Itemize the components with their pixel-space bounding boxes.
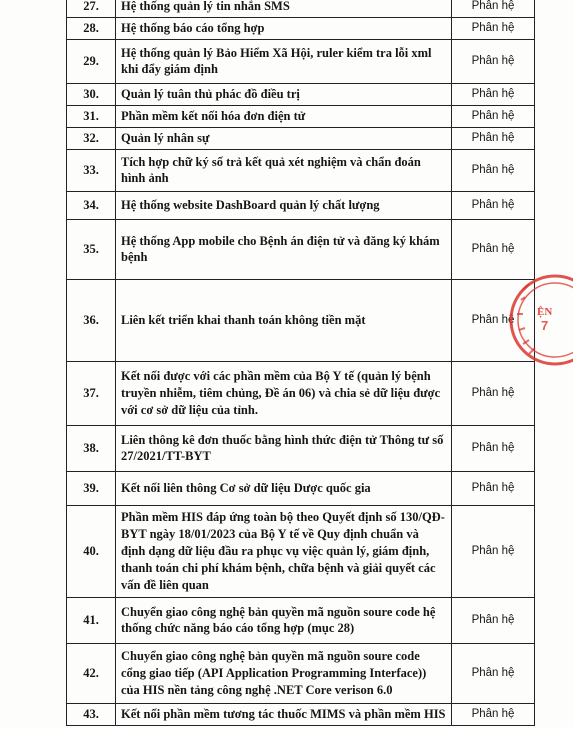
row-number: 41. <box>67 597 116 643</box>
table-row <box>67 17 535 39</box>
row-content: Phần mềm kết nối hóa đơn điện tử <box>116 105 452 127</box>
row-number: 37. <box>67 361 116 425</box>
row-content: Liên kết triển khai thanh toán không tiền mặt <box>116 279 452 361</box>
table-row <box>67 219 535 279</box>
row-content: Liên thông kê đơn thuốc bằng hình thức điện tử Thông tư số 27/2021/TT-BYT <box>116 425 452 471</box>
row-number: 40. <box>67 505 116 597</box>
row-number: 36. <box>67 279 116 361</box>
row-content: Hệ thống quản lý tin nhắn SMS <box>116 0 452 17</box>
table-row <box>67 149 535 191</box>
row-content: Hệ thống website DashBoard quản lý chất lượng <box>116 191 452 219</box>
software-module-table <box>66 0 535 726</box>
stamp-text: ỆN <box>537 306 553 318</box>
row-content: Quản lý tuân thủ phác đồ điều trị <box>116 83 452 105</box>
row-type: Phân hệ <box>452 279 535 361</box>
row-content: Kết nối phần mềm tương tác thuốc MIMS và phần mềm HIS <box>116 703 452 725</box>
row-number: 43. <box>67 703 116 725</box>
row-number: 35. <box>67 219 116 279</box>
table-row <box>67 597 535 643</box>
row-number: 27. <box>67 0 116 17</box>
table-row <box>67 127 535 149</box>
row-content: Hệ thống báo cáo tổng hợp <box>116 17 452 39</box>
row-number: 38. <box>67 425 116 471</box>
table-row <box>67 471 535 505</box>
table-row <box>67 425 535 471</box>
row-number: 31. <box>67 105 116 127</box>
row-content: Phần mềm HIS đáp ứng toàn bộ theo Quyết định số 130/QĐ-BYT ngày 18/01/2023 của Bộ Y tế về Quy định chuẩn và định dạng dữ liệu đầu ra phục vụ việc quản lý, giám định, thanh toán chi phí khám bệnh, chữa bệnh và giải quyết các vấn đề liên quan <box>116 505 452 597</box>
table-row <box>67 643 535 703</box>
table-row <box>67 279 535 361</box>
row-content: Chuyển giao công nghệ bản quyền mã nguồn soure code hệ thống chức năng báo cáo tổng hợp (mục 28) <box>116 597 452 643</box>
table-row <box>67 361 535 425</box>
table-body <box>67 0 535 725</box>
row-content: Tích hợp chữ ký số trả kết quả xét nghiệm và chẩn đoán hình ảnh <box>116 149 452 191</box>
row-type: Phân hệ <box>452 39 535 83</box>
row-type: Phân hệ <box>452 191 535 219</box>
table-row <box>67 505 535 597</box>
row-number: 30. <box>67 83 116 105</box>
row-type: Phân hệ <box>452 127 535 149</box>
svg-text:7: 7 <box>541 318 549 333</box>
table-row <box>67 0 535 17</box>
row-type: Phân hệ <box>452 505 535 597</box>
row-type: Phân hệ <box>452 361 535 425</box>
row-type: Phân hệ <box>452 105 535 127</box>
row-number: 34. <box>67 191 116 219</box>
table-row <box>67 83 535 105</box>
row-type: Phân hệ <box>452 471 535 505</box>
table-row <box>67 39 535 83</box>
row-type: Phân hệ <box>452 149 535 191</box>
row-number: 28. <box>67 17 116 39</box>
red-seal-stamp <box>503 270 573 370</box>
table-row <box>67 105 535 127</box>
row-type: Phân hệ <box>452 425 535 471</box>
row-content: Hệ thống App mobile cho Bệnh án điện tử và đăng ký khám bệnh <box>116 219 452 279</box>
row-type: Phân hệ <box>452 703 535 725</box>
row-number: 32. <box>67 127 116 149</box>
row-number: 33. <box>67 149 116 191</box>
table-row <box>67 703 535 725</box>
row-type: Phân hệ <box>452 597 535 643</box>
row-type: Phân hệ <box>452 0 535 17</box>
row-number: 29. <box>67 39 116 83</box>
row-number: 39. <box>67 471 116 505</box>
row-number: 42. <box>67 643 116 703</box>
row-content: Kết nối liên thông Cơ sở dữ liệu Dược quốc gia <box>116 471 452 505</box>
row-type: Phân hệ <box>452 643 535 703</box>
row-content: Kết nối được với các phần mềm của Bộ Y tế (quản lý bệnh truyền nhiễm, tiêm chủng, Đề án 06) và chia sẻ dữ liệu được với cơ sở dữ liệu của tỉnh. <box>116 361 452 425</box>
row-content: Quản lý nhân sự <box>116 127 452 149</box>
row-type: Phân hệ <box>452 83 535 105</box>
row-type: Phân hệ <box>452 219 535 279</box>
row-type: Phân hệ <box>452 17 535 39</box>
row-content: Chuyển giao công nghệ bản quyền mã nguồn soure code cổng giao tiếp (API Application Programming Interface)) của HIS nền tảng công nghệ .NET Core verison 6.0 <box>116 643 452 703</box>
table-row <box>67 191 535 219</box>
row-content: Hệ thống quản lý Bảo Hiểm Xã Hội, ruler kiểm tra lỗi xml khi đẩy giám định <box>116 39 452 83</box>
